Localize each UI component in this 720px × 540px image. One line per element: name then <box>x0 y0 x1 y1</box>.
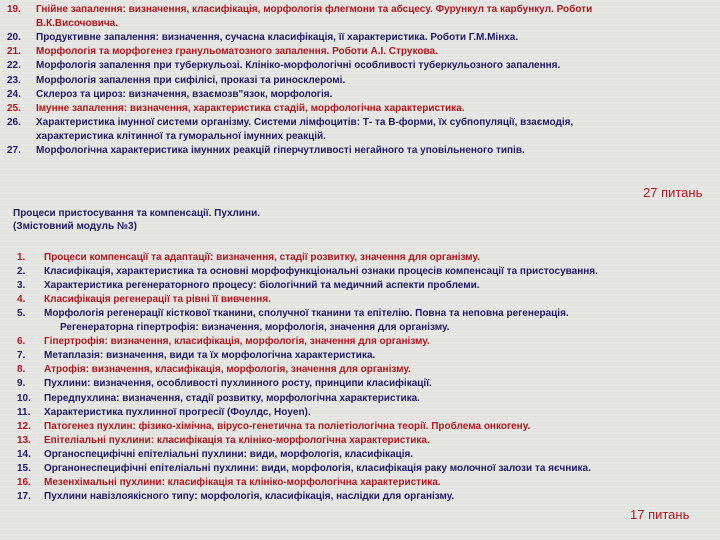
question-text: Регенераторна гіпертрофія: визначення, морфологія, значення для організму. <box>60 322 450 334</box>
question-text: Характеристика імунної системи організму. Системи лімфоцитів: Т- та В-форми, їх субпопуляції, взаємодія, <box>36 116 574 128</box>
question-text: Атрофія: визначення, класифікація, морфологія, значення для організму. <box>44 364 411 376</box>
question-text: Патогенез пухлин: фізико-хімічна, вірусо-генетична та поліетіологічна теорії. Проблема онкогену. <box>44 420 531 432</box>
question-number: 9. <box>17 378 26 390</box>
question-text: Морфологія запалення при туберкульозі. Клініко-морфологічні особливості туберкульозного запалення. <box>36 60 561 72</box>
question-text: Органонеспецифічні епітеліальні пухлини: види, морфологія, класифікація раку молочної залози та яєчника. <box>44 462 591 474</box>
question-text: Характеристика пухлинної прогресії (Фоулдс, Hoyen). <box>44 406 311 418</box>
bottom-question-count: 17 питань <box>630 507 690 522</box>
section-title: Процеси пристосування та компенсації. Пухлини. <box>13 208 261 219</box>
question-number: 11. <box>17 406 31 418</box>
question-text: Передпухлина: визначення, стадії розвитку, морфологічна характеристика. <box>44 392 420 404</box>
question-text: Класифікація, характеристика та основні морфофункціональні ознаки процесів компенсації та пристосування. <box>44 266 598 278</box>
question-text: Морфологічна характеристика імунних реакцій гіперчутливості негайного та уповільненого типів. <box>36 145 525 156</box>
question-text: Метаплазія: визначення, види та їх морфологічна характеристика. <box>44 350 376 362</box>
question-number: 23. <box>7 74 21 86</box>
question-number: 6. <box>17 336 26 348</box>
question-text: Пухлини: визначення, особливості пухлинного росту, принципи класифікації. <box>44 378 432 390</box>
question-text: Класифікація регенерації та рівні її вивчення. <box>44 294 271 306</box>
question-number: 5. <box>17 308 26 320</box>
question-number: 7. <box>17 350 26 362</box>
question-number: 17. <box>17 490 31 502</box>
question-number: 13. <box>17 434 31 446</box>
section-subtitle: (Змістовний модуль №3) <box>13 221 137 232</box>
question-text: характеристика клітинної та гуморальної імунних реакцій. <box>36 130 326 142</box>
question-number: 19. <box>7 4 21 15</box>
question-number: 16. <box>17 476 31 488</box>
question-number: 4. <box>17 294 26 306</box>
question-number: 25. <box>7 102 21 114</box>
question-number: 22. <box>7 60 21 72</box>
question-text: Продуктивне запалення: визначення, сучасна класифікація, її характеристика. Роботи Г.М.Мінха. <box>36 32 519 44</box>
question-number: 10. <box>17 392 31 404</box>
question-text: В.К.Височовича. <box>36 18 119 30</box>
question-number: 12. <box>17 420 31 432</box>
question-number: 3. <box>17 280 26 292</box>
question-text: Органоспецифічні епітеліальні пухлини: види, морфологія, класифікація. <box>44 448 414 460</box>
question-text: Морфологія запалення при сифілісі, проказі та риносклеромі. <box>36 74 346 86</box>
question-number: 2. <box>17 266 26 278</box>
question-number: 14. <box>17 448 31 460</box>
question-text: Морфологія регенерації кісткової тканини, сполучної тканини та епітелію. Повна та неповна регенерація. <box>44 308 569 320</box>
question-text: Характеристика регенераторного процесу: біологічний та медичний аспекти проблеми. <box>44 280 480 292</box>
question-number: 8. <box>17 364 26 376</box>
question-text: Пухлини навізлоякісного типу: морфологія, класифікація, наслідки для організму. <box>44 490 455 502</box>
question-number: 24. <box>7 88 21 100</box>
top-question-count: 27 питань <box>643 185 703 200</box>
question-text: Склероз та цироз: визначення, взаємозв"язок, морфологія. <box>36 88 333 100</box>
question-text: Гнійне запалення: визначення, класифікація, морфологія флегмони та абсцесу. Фурункул та карбункул. Роботи <box>36 4 593 15</box>
question-text: Морфологія та морфогенез гранульоматозного запалення. Роботи А.І. Струкова. <box>36 46 438 58</box>
question-number: 1. <box>17 252 26 263</box>
question-text: Імунне запалення: визначення, характеристика стадій, морфологічна характеристика. <box>36 102 465 114</box>
question-text: Гіпертрофія: визначення, класифікація, морфологія, значення для організму. <box>44 336 430 348</box>
question-number: 15. <box>17 462 31 474</box>
question-text: Мезенхімальні пухлини: класифікація та клініко-морфологічна характеристика. <box>44 476 441 488</box>
question-text: Епітеліальні пухлини: класифікація та клініко-морфологічна характеристика. <box>44 434 430 446</box>
question-text: Процеси компенсації та адаптації: визначення, стадії розвитку, значення для організму. <box>44 252 480 263</box>
question-number: 26. <box>7 116 21 128</box>
question-number: 27. <box>7 145 21 156</box>
question-number: 20. <box>7 32 21 44</box>
question-number: 21. <box>7 46 21 58</box>
